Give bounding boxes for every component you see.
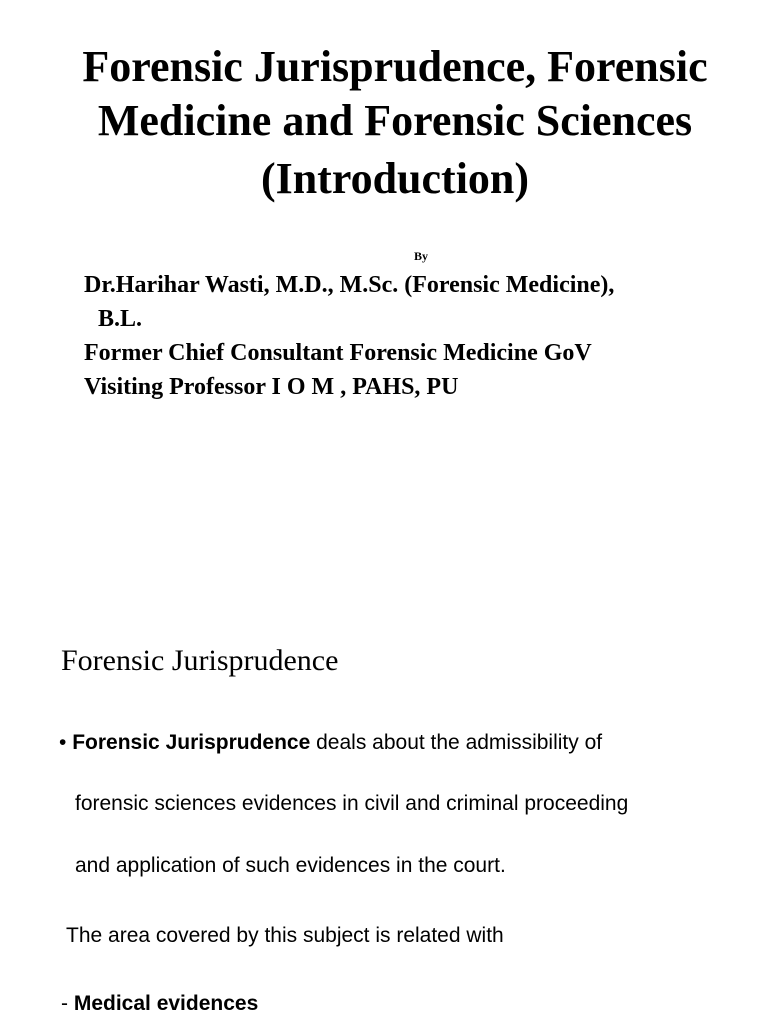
slide-title	[0, 40, 768, 206]
author-position-line: Former Chief Consultant Forensic Medicine GoV	[84, 340, 592, 366]
bold-term: Forensic Jurisprudence	[72, 731, 311, 754]
list-item-medical-evidences	[61, 992, 258, 1016]
title-line-1: Forensic Jurisprudence, Forensic	[82, 42, 708, 91]
section-heading: Forensic Jurisprudence	[61, 644, 339, 677]
line-1-text: deals about the admissibility of	[310, 731, 603, 754]
author-visiting-line: Visiting Professor I O M , PAHS, PU	[84, 374, 459, 400]
slide-forensic-jurisprudence	[0, 620, 768, 1024]
author-block	[84, 268, 764, 404]
bullet-paragraph-line-3: and application of such evidences in the court.	[75, 854, 506, 877]
slide-introduction	[0, 0, 768, 420]
by-label: By	[414, 249, 429, 263]
title-line-2: Medicine and Forensic Sciences	[97, 96, 693, 145]
bullet-icon: •	[59, 731, 67, 754]
dash-marker: -	[61, 992, 74, 1015]
area-covered-line: The area covered by this subject is related with	[66, 924, 504, 947]
bullet-paragraph-line-2: forensic sciences evidences in civil and criminal proceeding	[75, 792, 629, 815]
bullet-paragraph-line-1	[59, 731, 602, 755]
author-degree-line: B.L.	[98, 306, 143, 332]
author-name-line: Dr.Harihar Wasti, M.D., M.Sc. (Forensic Medicine),	[84, 272, 615, 298]
title-line-3: (Introduction)	[260, 154, 530, 203]
list-item-label: Medical evidences	[73, 992, 259, 1015]
